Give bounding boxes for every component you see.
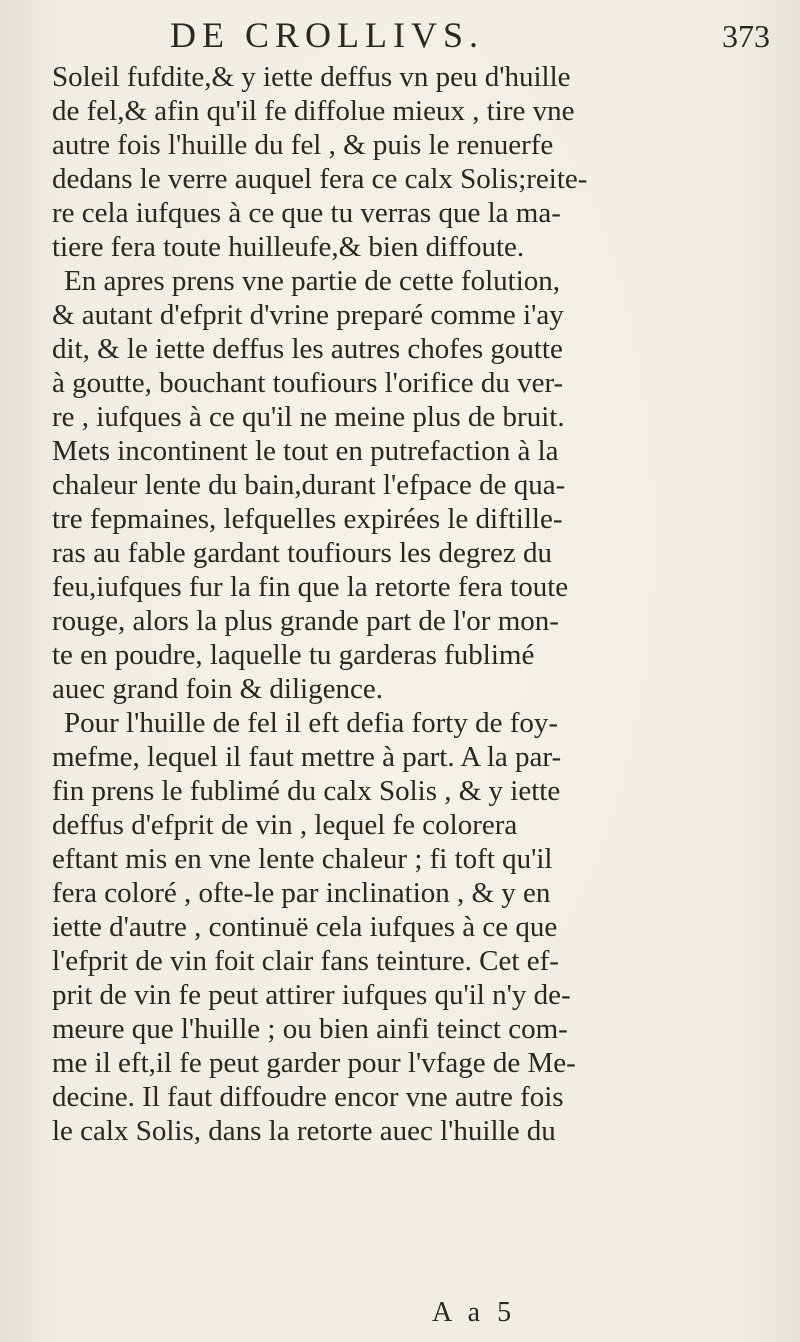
text-line: fera coloré , ofte-le par inclination , & y en bbox=[52, 877, 551, 909]
text-line: feu,iufques fur la fin que la retorte fera toute bbox=[52, 571, 569, 603]
text-line: de fel,& afin qu'il fe diffolue mieux , tire vne bbox=[52, 95, 575, 127]
text-line: auec grand foin & diligence. bbox=[52, 673, 383, 705]
text-line: decine. Il faut diffoudre encor vne autre fois bbox=[52, 1081, 564, 1113]
text-line: prit de vin fe peut attirer iufques qu'il n'y de- bbox=[52, 979, 571, 1011]
text-line: te en poudre, laquelle tu garderas fublimé bbox=[52, 639, 535, 671]
running-title: DE CROLLIVS. bbox=[170, 15, 484, 55]
text-line: à goutte, bouchant toufiours l'orifice du ver- bbox=[52, 367, 564, 399]
text-line: le calx Solis, dans la retorte auec l'huille du bbox=[52, 1115, 556, 1147]
body-text bbox=[52, 60, 792, 1148]
text-line: En apres prens vne partie de cette folution, bbox=[64, 265, 561, 297]
text-line: re cela iufques à ce que tu verras que la ma- bbox=[52, 197, 561, 229]
text-line: Mets incontinent le tout en putrefaction à la bbox=[52, 435, 559, 467]
text-line: fin prens le fublimé du calx Solis , & y iette bbox=[52, 775, 561, 807]
text-line: & autant d'efprit d'vrine preparé comme i'ay bbox=[52, 299, 564, 331]
text-line: Pour l'huille de fel il eft defia forty de foy- bbox=[64, 707, 559, 739]
signature-mark: A a 5 bbox=[432, 1297, 517, 1328]
text-line: Soleil fufdite,& y iette deffus vn peu d'huille bbox=[52, 61, 571, 93]
text-line: meure que l'huille ; ou bien ainfi teinct com- bbox=[52, 1013, 568, 1045]
text-line: iette d'autre , continuë cela iufques à ce que bbox=[52, 911, 558, 943]
text-line: dedans le verre auquel fera ce calx Solis;reite- bbox=[52, 163, 588, 195]
text-line: re , iufques à ce qu'il ne meine plus de bruit. bbox=[52, 401, 565, 433]
text-line: autre fois l'huille du fel , & puis le renuerfe bbox=[52, 129, 554, 161]
page-header bbox=[170, 14, 770, 64]
text-line: dit, & le iette deffus les autres chofes goutte bbox=[52, 333, 563, 365]
text-line: chaleur lente du bain,durant l'efpace de qua- bbox=[52, 469, 566, 501]
page-number: 373 bbox=[722, 18, 770, 54]
text-line: deffus d'efprit de vin , lequel fe colorera bbox=[52, 809, 518, 841]
text-line: eftant mis en vne lente chaleur ; fi toft qu'il bbox=[52, 843, 553, 875]
text-line: mefme, lequel il faut mettre à part. A la par- bbox=[52, 741, 562, 773]
text-line: rouge, alors la plus grande part de l'or mon- bbox=[52, 605, 559, 637]
text-line: tre fepmaines, lefquelles expirées le diftille- bbox=[52, 503, 563, 535]
text-line: tiere fera toute huilleufe,& bien diffoute. bbox=[52, 231, 525, 263]
text-line: ras au fable gardant toufiours les degrez du bbox=[52, 537, 553, 569]
text-line: l'efprit de vin foit clair fans teinture. Cet ef- bbox=[52, 945, 559, 977]
text-line: me il eft,il fe peut garder pour l'vfage de Me- bbox=[52, 1047, 576, 1079]
